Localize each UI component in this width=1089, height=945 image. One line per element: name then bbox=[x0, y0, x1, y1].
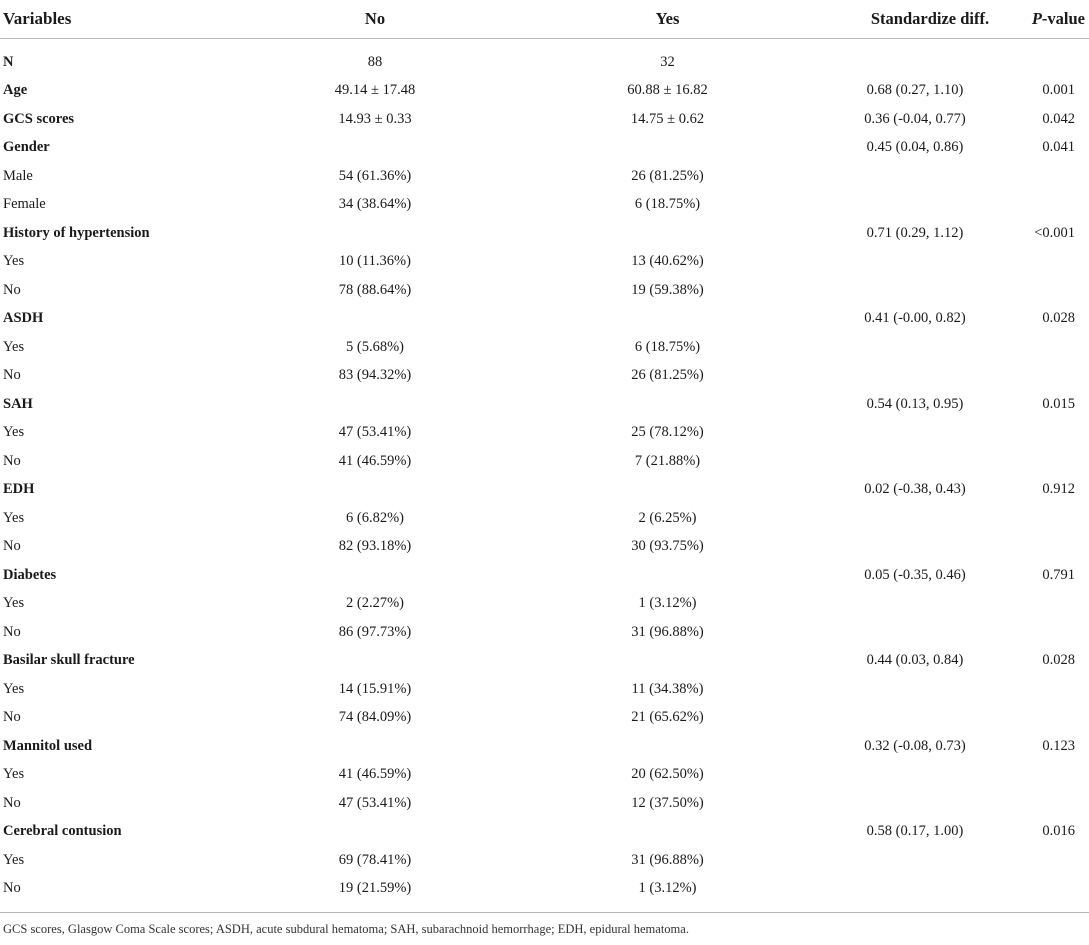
cell-standardize-diff: 0.45 (0.04, 0.86) bbox=[866, 139, 964, 156]
cell-no: 41 (46.59%) bbox=[338, 766, 412, 783]
table-row bbox=[0, 761, 1089, 790]
cell-standardize-diff: 0.02 (-0.38, 0.43) bbox=[864, 481, 966, 498]
table-row bbox=[0, 162, 1089, 191]
cell-yes: 12 (37.50%) bbox=[631, 794, 704, 811]
row-label: No bbox=[3, 452, 21, 469]
table-header-row bbox=[0, 0, 1089, 39]
cell-no: 74 (84.09%) bbox=[338, 709, 412, 726]
cell-yes: 1 (3.12%) bbox=[638, 595, 697, 612]
table-row bbox=[0, 846, 1089, 875]
cell-no: 5 (5.68%) bbox=[346, 338, 404, 355]
header-p-rest: -value bbox=[1041, 9, 1085, 28]
table-row bbox=[0, 476, 1089, 505]
cell-yes: 21 (65.62%) bbox=[631, 709, 704, 726]
table-row bbox=[0, 732, 1089, 761]
cell-no: 14 (15.91%) bbox=[338, 680, 412, 697]
cell-yes: 30 (93.75%) bbox=[631, 538, 704, 555]
table-row bbox=[0, 533, 1089, 562]
table-row bbox=[0, 561, 1089, 590]
table-row bbox=[0, 248, 1089, 277]
table-row bbox=[0, 219, 1089, 248]
cell-yes: 13 (40.62%) bbox=[631, 253, 704, 270]
cell-standardize-diff: 0.44 (0.03, 0.84) bbox=[866, 652, 964, 669]
cell-yes: 14.75 ± 0.62 bbox=[630, 110, 705, 127]
table-row bbox=[0, 447, 1089, 476]
row-label: Mannitol used bbox=[3, 737, 93, 754]
table-body bbox=[0, 48, 1089, 903]
cell-yes: 1 (3.12%) bbox=[638, 880, 697, 897]
row-label: No bbox=[3, 623, 21, 640]
cell-p-value: 0.791 bbox=[1042, 566, 1075, 583]
table-row bbox=[0, 675, 1089, 704]
cell-p-value: 0.016 bbox=[1042, 823, 1075, 840]
cell-p-value: 0.912 bbox=[1042, 481, 1075, 498]
table-row bbox=[0, 305, 1089, 334]
row-label: Cerebral contusion bbox=[3, 823, 122, 840]
cell-no: 78 (88.64%) bbox=[338, 281, 412, 298]
header-variables: Variables bbox=[3, 9, 72, 28]
table-row bbox=[0, 419, 1089, 448]
cell-yes: 20 (62.50%) bbox=[631, 766, 704, 783]
row-label: No bbox=[3, 880, 21, 897]
row-label: No bbox=[3, 538, 21, 555]
row-label: EDH bbox=[3, 481, 35, 498]
cell-standardize-diff: 0.71 (0.29, 1.12) bbox=[866, 224, 964, 241]
cell-p-value: 0.041 bbox=[1042, 139, 1075, 156]
cell-yes: 11 (34.38%) bbox=[631, 680, 704, 697]
cell-standardize-diff: 0.54 (0.13, 0.95) bbox=[866, 395, 964, 412]
row-label: Basilar skull fracture bbox=[3, 652, 135, 669]
cell-no: 41 (46.59%) bbox=[338, 452, 412, 469]
cell-no: 86 (97.73%) bbox=[338, 623, 412, 640]
cell-yes: 25 (78.12%) bbox=[631, 424, 704, 441]
header-p-value bbox=[1025, 9, 1089, 29]
row-label: SAH bbox=[3, 395, 33, 412]
row-label: No bbox=[3, 367, 21, 384]
cell-yes: 2 (6.25%) bbox=[638, 509, 697, 526]
cell-yes: 6 (18.75%) bbox=[634, 338, 701, 355]
row-label: Yes bbox=[3, 338, 25, 355]
table-row bbox=[0, 105, 1089, 134]
cell-yes: 26 (81.25%) bbox=[631, 367, 704, 384]
table-row bbox=[0, 504, 1089, 533]
cell-p-value: 0.028 bbox=[1042, 652, 1075, 669]
cell-no: 47 (53.41%) bbox=[338, 424, 412, 441]
cell-standardize-diff: 0.05 (-0.35, 0.46) bbox=[864, 566, 966, 583]
cell-no: 82 (93.18%) bbox=[338, 538, 412, 555]
cell-no: 2 (2.27%) bbox=[346, 595, 404, 612]
cell-yes: 7 (21.88%) bbox=[634, 452, 701, 469]
row-label: History of hypertension bbox=[3, 224, 150, 241]
cell-p-value: <0.001 bbox=[1034, 224, 1075, 241]
table-row bbox=[0, 48, 1089, 77]
table-row bbox=[0, 362, 1089, 391]
table-row bbox=[0, 875, 1089, 904]
table-row bbox=[0, 789, 1089, 818]
cell-no: 10 (11.36%) bbox=[339, 253, 411, 270]
table-row bbox=[0, 333, 1089, 362]
cell-yes: 31 (96.88%) bbox=[631, 851, 704, 868]
cell-standardize-diff: 0.36 (-0.04, 0.77) bbox=[864, 110, 966, 127]
row-label: Gender bbox=[3, 139, 50, 156]
header-p-italic: P bbox=[1031, 9, 1042, 28]
table-row bbox=[0, 276, 1089, 305]
row-label: Yes bbox=[3, 595, 25, 612]
cell-yes: 26 (81.25%) bbox=[631, 167, 704, 184]
table-row bbox=[0, 704, 1089, 733]
table-row bbox=[0, 647, 1089, 676]
cell-no: 83 (94.32%) bbox=[338, 367, 412, 384]
row-label: No bbox=[3, 794, 21, 811]
cell-no: 19 (21.59%) bbox=[338, 880, 412, 897]
row-label: N bbox=[3, 53, 14, 70]
header-yes: Yes bbox=[655, 9, 680, 28]
row-label: Age bbox=[3, 82, 28, 99]
header-standardize-diff: Standardize diff. bbox=[870, 9, 990, 28]
row-label: No bbox=[3, 281, 21, 298]
cell-yes: 60.88 ± 16.82 bbox=[627, 82, 708, 99]
cell-yes: 32 bbox=[660, 53, 675, 70]
table-row bbox=[0, 590, 1089, 619]
cell-no: 69 (78.41%) bbox=[338, 851, 412, 868]
table-row bbox=[0, 818, 1089, 847]
cell-p-value: 0.123 bbox=[1042, 737, 1075, 754]
row-label: No bbox=[3, 709, 21, 726]
cell-no: 54 (61.36%) bbox=[338, 167, 412, 184]
cell-no: 6 (6.82%) bbox=[346, 509, 404, 526]
cell-p-value: 0.028 bbox=[1042, 310, 1075, 327]
cell-p-value: 0.001 bbox=[1042, 82, 1075, 99]
row-label: ASDH bbox=[3, 310, 44, 327]
row-label: Yes bbox=[3, 851, 25, 868]
row-label: Yes bbox=[3, 766, 25, 783]
cell-standardize-diff: 0.58 (0.17, 1.00) bbox=[866, 823, 964, 840]
cell-yes: 19 (59.38%) bbox=[631, 281, 704, 298]
row-label: Yes bbox=[3, 509, 25, 526]
row-label: Yes bbox=[3, 424, 25, 441]
cell-no: 34 (38.64%) bbox=[338, 196, 412, 213]
row-label: Male bbox=[3, 167, 33, 184]
row-label: Diabetes bbox=[3, 566, 57, 583]
cell-p-value: 0.042 bbox=[1042, 110, 1075, 127]
table-row bbox=[0, 191, 1089, 220]
cell-standardize-diff: 0.41 (-0.00, 0.82) bbox=[864, 310, 966, 327]
cell-standardize-diff: 0.68 (0.27, 1.10) bbox=[866, 82, 964, 99]
cell-p-value: 0.015 bbox=[1042, 395, 1075, 412]
cell-yes: 31 (96.88%) bbox=[631, 623, 704, 640]
cell-standardize-diff: 0.32 (-0.08, 0.73) bbox=[864, 737, 966, 754]
header-no: No bbox=[364, 9, 386, 28]
table-row bbox=[0, 618, 1089, 647]
table-footnote: GCS scores, Glasgow Coma Scale scores; ASDH, acute subdural hematoma; SAH, subarachnoid hemorrhage; EDH, epidural hematoma. bbox=[3, 922, 689, 936]
row-label: Female bbox=[3, 196, 46, 213]
table-row bbox=[0, 134, 1089, 163]
table-row bbox=[0, 390, 1089, 419]
row-label: Yes bbox=[3, 680, 25, 697]
cell-no: 49.14 ± 17.48 bbox=[334, 82, 416, 99]
table-row bbox=[0, 77, 1089, 106]
cell-no: 88 bbox=[367, 53, 383, 70]
row-label: GCS scores bbox=[3, 110, 75, 127]
footnote-divider bbox=[0, 912, 1089, 913]
cell-no: 47 (53.41%) bbox=[338, 794, 412, 811]
cell-yes: 6 (18.75%) bbox=[634, 196, 701, 213]
row-label: Yes bbox=[3, 253, 25, 270]
cell-no: 14.93 ± 0.33 bbox=[338, 110, 412, 127]
